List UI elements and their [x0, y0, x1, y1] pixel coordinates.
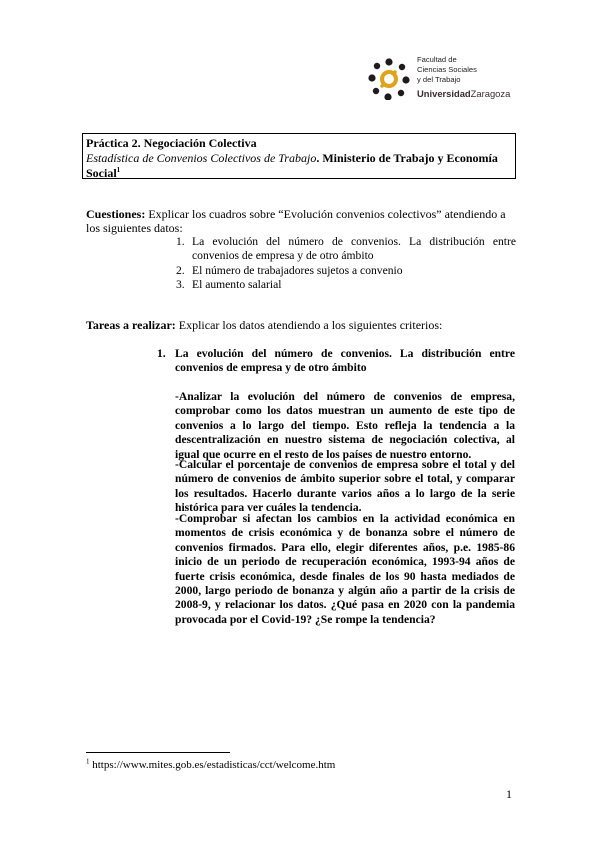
university-name	[417, 88, 510, 100]
list-item-text: La evolución del número de convenios. La distribución entre convenios de empresa y de otro ámbito	[192, 235, 516, 263]
header-box	[82, 133, 516, 179]
criterion-paragraph: -Calcular el porcentaje de convenios de empresa sobre el total y del número de convenios de ámbito superior sobre el total, y comparar los resultados. Hacerlo durante varios años a lo largo de la serie histórica para ver cuáles la tendencia.	[175, 458, 515, 515]
list-item-number: 1.	[157, 347, 166, 360]
page-number: 1	[506, 787, 512, 801]
list-item	[176, 278, 516, 292]
list-item-number: 1.	[176, 235, 185, 248]
cuestiones-intro: Explicar los cuadros sobre “Evolución convenios colectivos” atendiendo a los siguientes datos:	[86, 207, 506, 236]
cuestiones-list	[176, 235, 516, 292]
list-item	[176, 264, 516, 278]
tareas-label: Tareas a realizar:	[86, 318, 176, 332]
faculty-logo	[368, 50, 528, 110]
footnote	[86, 759, 335, 772]
logo-line-2: Ciencias Sociales	[417, 65, 477, 74]
logo-mark-icon	[368, 58, 410, 100]
source-line	[86, 151, 512, 181]
university-name-a: Universidad	[417, 88, 471, 99]
footnote-ref: 1	[116, 166, 121, 174]
list-item-number: 3.	[176, 277, 185, 291]
footnote-divider	[86, 752, 230, 753]
criterion-paragraph: -Analizar la evolución del número de convenios de empresa, comprobar como los datos muestran un aumento de este tipo de convenios a lo largo del tiempo. Esto refleja la tendencia a la descentralización en nuestro sistema de negociación colectiva, al igual que ocurre en el resto de los países de nuestro entorno.	[175, 390, 515, 461]
list-item-number: 2.	[176, 263, 185, 277]
logo-line-1: Facultad de	[417, 55, 457, 64]
university-name-b: Zaragoza	[470, 88, 511, 99]
criterion-paragraph: -Comprobar si afectan los cambios en la actividad económica en momentos de crisis económica y de bonanza sobre el número de convenios firmados. Para ello, elegir diferentes años, p.e. 1985-86 inicio de un periodo de recuperación económica, 1993-94 años de fuerte crisis económica, desde finales de los 90 hasta mediados de 2000, largo periodo de bonanza y algún año a partir de la crisis de 2008-9, y relacionar los datos. ¿Qué pasa en 2020 con la pandemia provocada por el Covid-19? ¿Se rompe la tendencia?	[175, 512, 515, 626]
source-rest: . Ministerio de Trabajo y Economía Social	[86, 151, 498, 180]
logo-line-3: y del Trabajo	[417, 75, 461, 84]
tareas-list	[157, 347, 515, 376]
footnote-number: 1	[86, 757, 90, 766]
list-item	[176, 235, 516, 264]
list-item-text: La evolución del número de convenios. La distribución entre convenios de empresa y de otro ámbito	[175, 347, 515, 375]
cuestiones-paragraph	[86, 207, 516, 236]
source-italic: Estadística de Convenios Colectivos de Trabajo	[86, 151, 317, 165]
tareas-paragraph	[86, 318, 516, 332]
list-item	[157, 347, 515, 376]
footnote-url[interactable]: https://www.mites.gob.es/estadisticas/cct/welcome.htm	[89, 759, 336, 771]
cuestiones-label: Cuestiones:	[86, 207, 146, 221]
list-item-text: El número de trabajadores sujetos a convenio	[192, 263, 403, 277]
practice-title: Práctica 2. Negociación Colectiva	[86, 136, 257, 150]
logo-text	[417, 55, 510, 100]
tareas-intro: Explicar los datos atendiendo a los siguientes criterios:	[175, 318, 443, 332]
list-item-text: El aumento salarial	[192, 277, 282, 291]
